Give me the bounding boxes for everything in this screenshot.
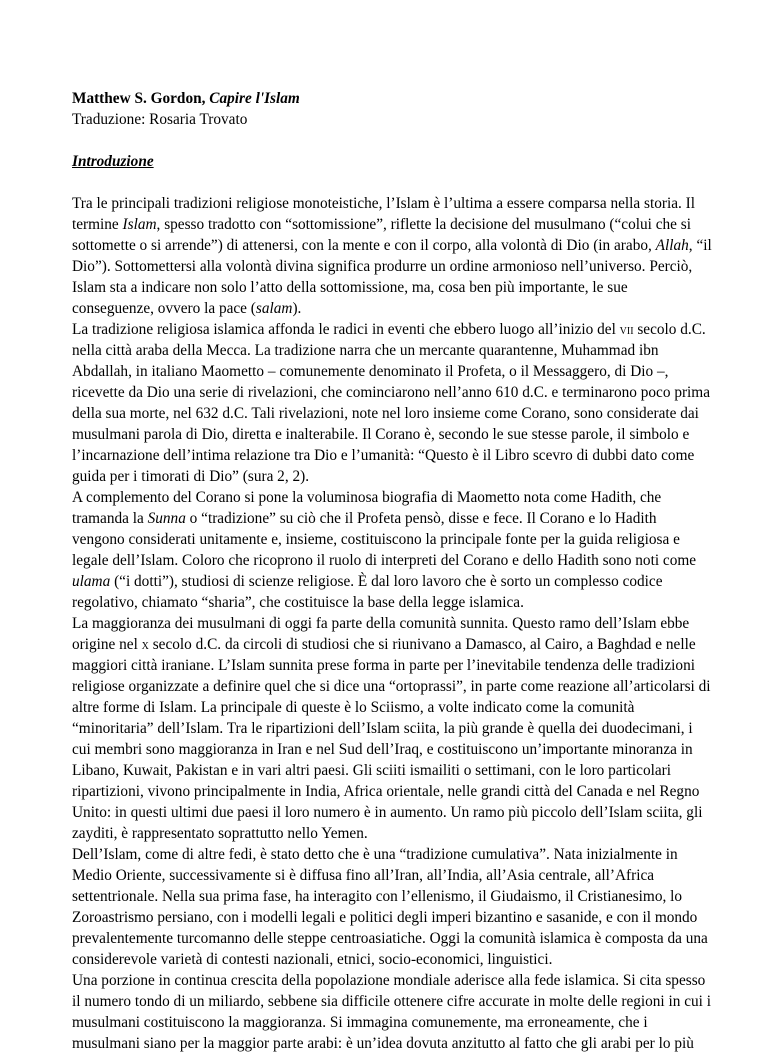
italic-term: Sunna <box>147 510 186 527</box>
author-name: Matthew S. Gordon, <box>72 90 206 107</box>
book-title: Capire l'Islam <box>209 90 300 107</box>
paragraph-2 <box>72 319 712 487</box>
paragraph-text: , spesso tradotto con “sottomissione”, riflette la decisione del musulmano (“colui che si sottomette o si arrende”) di attenersi, con la mente e con il corpo, alla volontà di Dio (in arabo, <box>72 216 691 254</box>
section-heading: Introduzione <box>72 153 154 170</box>
italic-term: Islam <box>122 216 157 233</box>
paragraph-text: o “tradizione” su ciò che il Profeta pensò, disse e fece. Il Corano e lo Hadith vengono considerati unitamente e, insieme, costituiscono la principale fonte per la guida religiosa e legale dell’Islam. Coloro che ricoprono il ruolo di interpreti del Corano e dello Hadith sono noti come <box>72 510 697 569</box>
paragraph-3 <box>72 487 712 613</box>
century-numeral: vii <box>619 322 634 337</box>
paragraph-text: Dell’Islam, come di altre fedi, è stato detto che è una “tradizione cumulativa”. Nata inizialmente in Medio Oriente, successivamente si è diffusa fino all’Iran, all’India, all’Asia centrale, all’Africa settentrionale. Nella sua prima fase, ha interagito con l’ellenismo, il Giudaismo, il Cristianesimo, lo Zoroastrismo persiano, con i modelli legali e politici degli imperi bizantino e sasanide, e con il mondo prevalentemente turcomanno delle steppe centroasiatiche. Oggi la comunità islamica è composta da una considerevole varietà di contesti nazionali, etnici, socio-economici, linguistici. <box>72 846 708 968</box>
paragraph-text: , “il Dio”). Sottomettersi alla volontà divina significa produrre un ordine armonioso nell’universo. Perciò, Islam sta a indicare non solo l’atto della sottomissione, ma, cosa ben più importante, le sue conseguenze, ovvero la pace ( <box>72 237 712 317</box>
paragraph-1 <box>72 193 712 319</box>
century-numeral: x <box>141 637 149 652</box>
document-body <box>72 88 712 1054</box>
paragraph-text: La maggioranza dei musulmani di oggi fa parte della comunità sunnita. Questo ramo dell’Islam ebbe origine nel <box>72 615 690 653</box>
paragraph-4 <box>72 613 712 844</box>
italic-term: salam <box>255 300 293 317</box>
paragraph-5 <box>72 844 712 970</box>
paragraph-text: secolo d.C. da circoli di studiosi che si riunivano a Damasco, al Cairo, a Baghdad e nelle maggiori città iraniane. L’Islam sunnita prese forma in parte per l’inevitabile tendenza delle tradizioni religiose organizzate a definire quel che si dice una “ortoprassi”, in parte come reazione all’articolarsi di altre forme di Islam. La principale di queste è lo Sciismo, a volte indicato come la comunità “minoritaria” dell’Islam. Tra le ripartizioni dell’Islam sciita, la più grande è quella dei duodecimani, i cui membri sono maggioranza in Iran e nel Sud dell’Iraq, e costituiscono un’importante minoranza in Libano, Kuwait, Pakistan e in vari altri paesi. Gli sciiti ismailiti o settimani, con le loro particolari ripartizioni, vivono principalmente in India, Africa orientale, nelle grandi città del Canada e nel Regno Unito: in questi ultimi due paesi il loro numero è in aumento. Un ramo più piccolo dell’Islam sciita, gli zayditi, è rappresentato soprattutto nello Yemen. <box>72 636 711 842</box>
paragraph-text: secolo d.C. nella città araba della Mecca. La tradizione narra che un mercante quarantenne, Muhammad ibn Abdallah, in italiano Maometto – comunemente denominato il Profeta, o il Messaggero, di Dio –, ricevette da Dio una serie di rivelazioni, che cominciarono nell’anno 610 d.C. e terminarono poco prima della sua morte, nel 632 d.C. Tali rivelazioni, note nel loro insieme come Corano, sono considerate dai musulmani parola di Dio, diretta e inalterabile. Il Corano è, secondo le sue stesse parole, il simbolo e l’incarnazione dell’intima relazione tra Dio e l’umanità: “Questo è il Libro scevro di dubbi dato come guida per i timorati di Dio” (sura 2, 2). <box>72 321 710 485</box>
paragraph-text: A complemento del Corano si pone la voluminosa biografia di Maometto nota come Hadith, che tramanda la <box>72 489 662 527</box>
paragraph-text: Tra le principali tradizioni religiose monoteistiche, l’Islam è l’ultima a essere comparsa nella storia. Il termine <box>72 195 696 233</box>
paragraph-text: (“i dotti”), studiosi di scienze religiose. È dal loro lavoro che è sorto un complesso codice regolativo, chiamato “sharia”, che costituisce la base della legge islamica. <box>72 573 663 611</box>
italic-term: ulama <box>72 573 111 590</box>
document-title-line <box>72 88 712 109</box>
paragraph-6 <box>72 970 712 1054</box>
translator-credit: Traduzione: Rosaria Trovato <box>72 111 248 128</box>
paragraph-text: Una porzione in continua crescita della popolazione mondiale aderisce alla fede islamica. Si cita spesso il numero tondo di un miliardo, sebbene sia difficile ottenere cifre accurate in molte delle regioni in cui i musulmani costituiscono la maggioranza. Si immagina comunemente, ma erroneamente, che i musulmani siano per la maggior parte arabi: è un’idea dovuta anzitutto al fatto che gli arabi per lo più <box>72 972 711 1052</box>
italic-term: Allah <box>655 237 689 254</box>
paragraph-text: La tradizione religiosa islamica affonda le radici in eventi che ebbero luogo all’inizio del <box>72 321 620 338</box>
paragraph-text: ). <box>292 300 302 317</box>
